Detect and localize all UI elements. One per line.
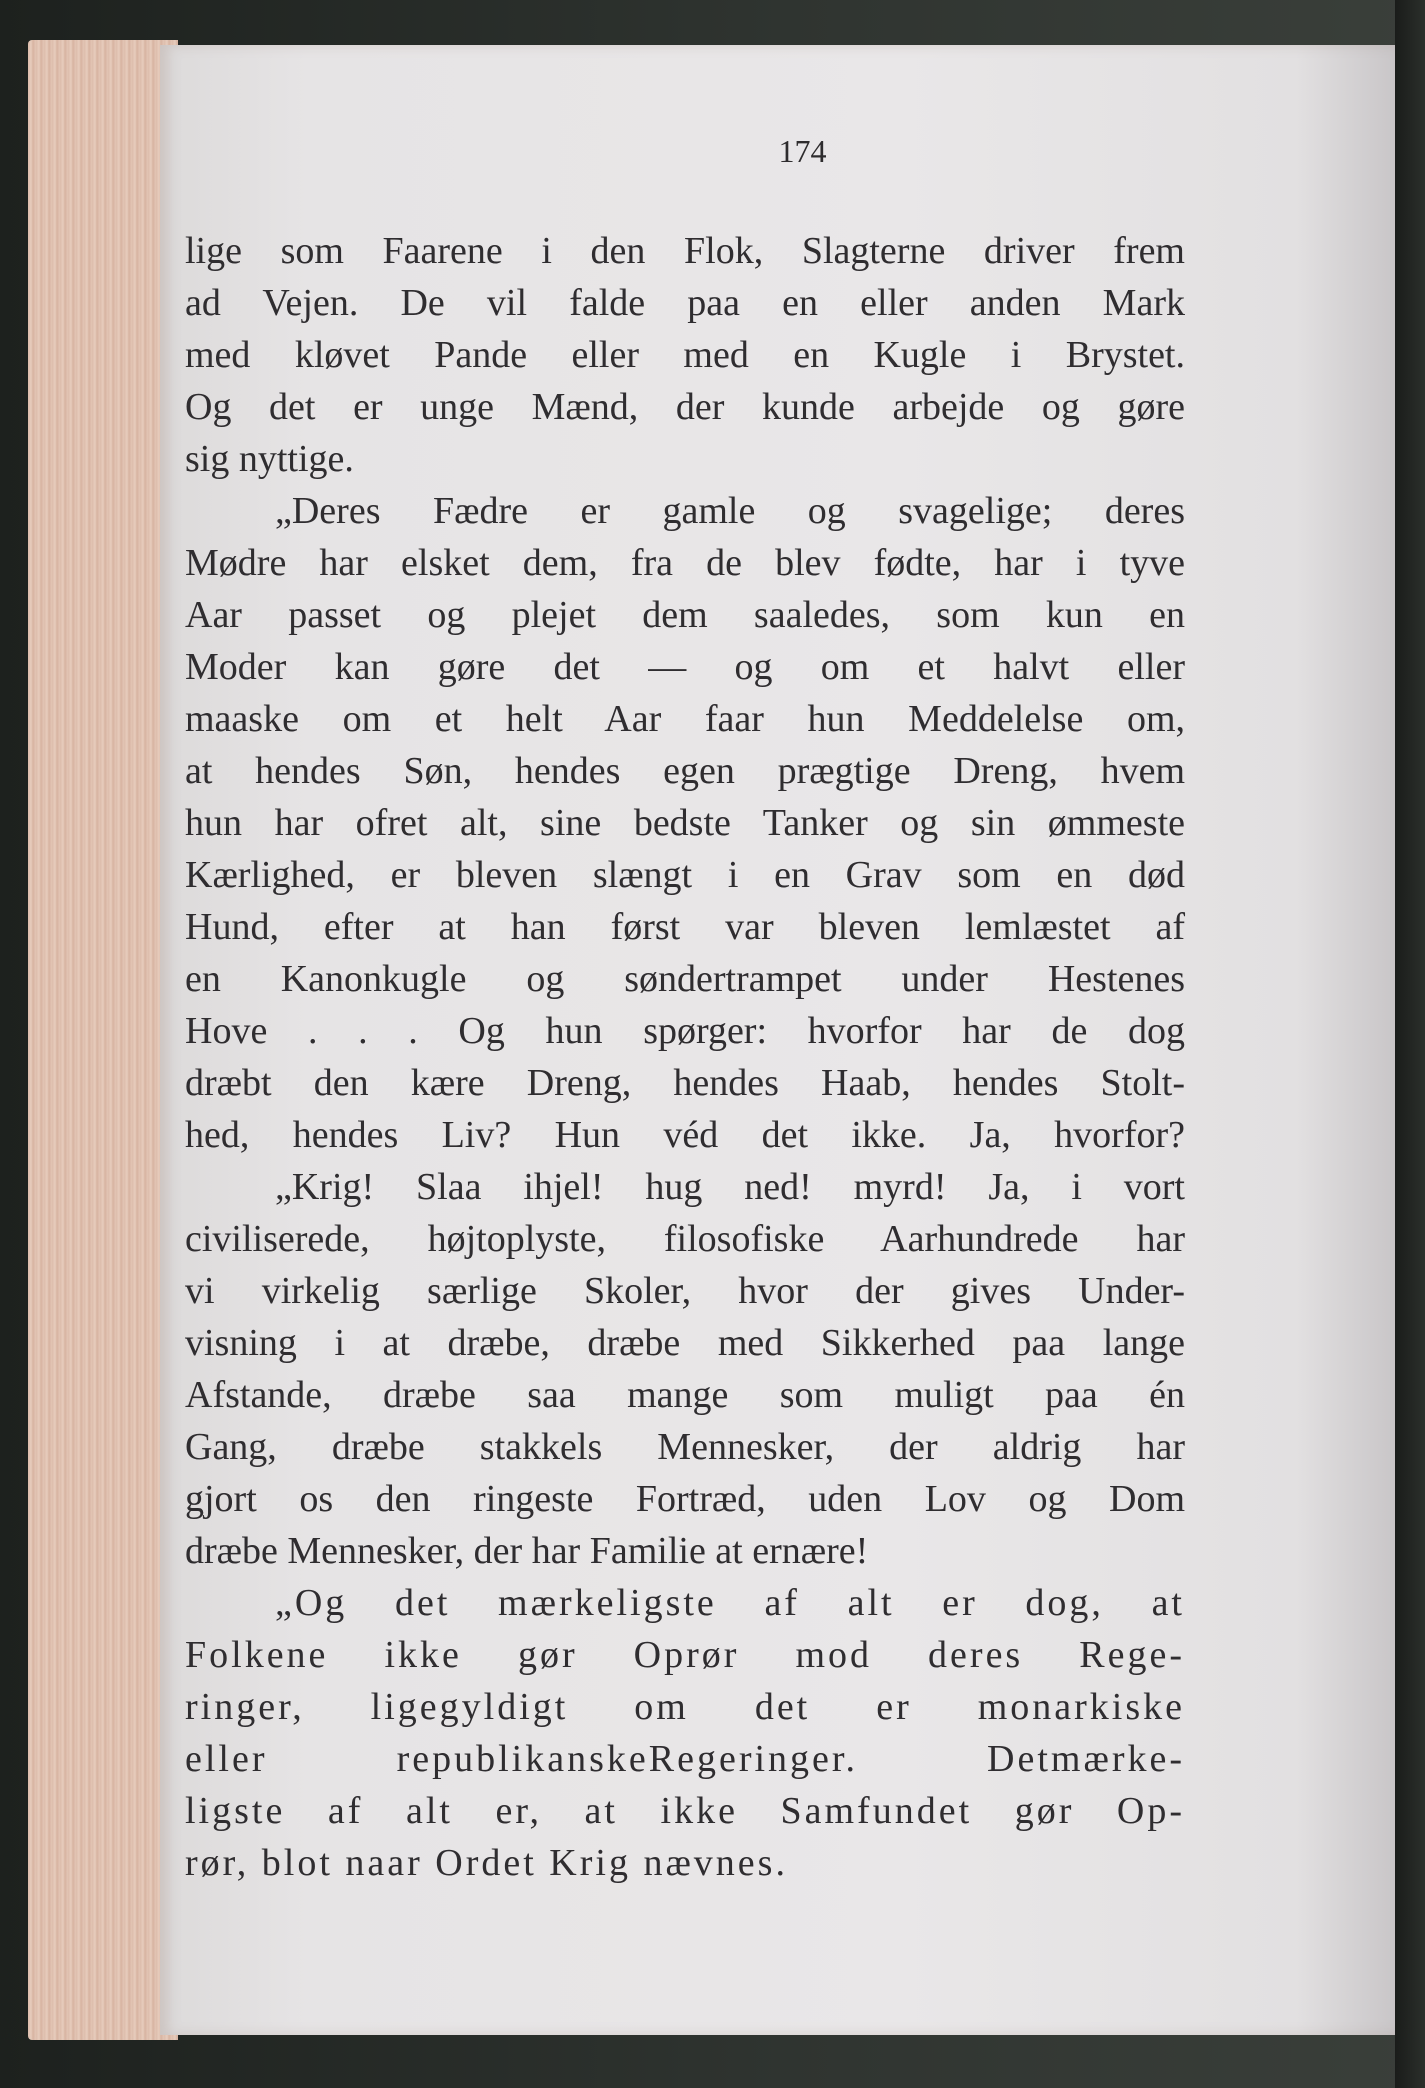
page-stack-edge (28, 40, 178, 2040)
text-line-content: hed, hendes Liv? Hun véd det ikke. Ja, hvorfor? (185, 1114, 1185, 1156)
text-line (185, 1837, 1185, 1889)
text-line-content: dræbt den kære Dreng, hendes Haab, hendes Stolt- (185, 1062, 1185, 1104)
text-line (185, 1369, 1185, 1421)
text-line-content: maaske om et helt Aar faar hun Meddelelse om, (185, 698, 1185, 740)
text-line (185, 797, 1185, 849)
text-line-content: ad Vejen. De vil falde paa en eller anden Mark (185, 282, 1185, 324)
text-line-content: ringer, ligegyldigt om det er monarkiske (185, 1686, 1185, 1728)
text-line (185, 1629, 1185, 1681)
text-line (185, 537, 1185, 589)
text-line-content: „Og det mærkeligste af alt er dog, at (275, 1582, 1185, 1624)
text-line-content: sig nyttige. (185, 438, 354, 480)
text-line (185, 433, 1185, 485)
text-line (185, 329, 1185, 381)
book-cover-edge (1395, 0, 1425, 2088)
text-line-content: hun har ofret alt, sine bedste Tanker og sin ømmeste (185, 802, 1185, 844)
text-line (185, 225, 1185, 277)
text-line-content: vi virkelig særlige Skoler, hvor der gives Under- (185, 1270, 1185, 1312)
page-number: 174 (778, 133, 827, 169)
text-line (185, 589, 1185, 641)
text-line (185, 277, 1185, 329)
text-line-content: Moder kan gøre det — og om et halvt eller (185, 646, 1185, 688)
text-line (185, 1161, 1185, 1213)
text-line-content: Aar passet og plejet dem saaledes, som kun en (185, 594, 1185, 636)
text-line-content: gjort os den ringeste Fortræd, uden Lov og Dom (185, 1478, 1185, 1520)
text-line (185, 901, 1185, 953)
text-line (185, 1473, 1185, 1525)
text-line (185, 1213, 1185, 1265)
text-line-content: eller republikanskeRegeringer. Detmærke- (185, 1738, 1185, 1780)
text-line-content: ligste af alt er, at ikke Samfundet gør Op- (185, 1790, 1185, 1832)
text-line-content: med kløvet Pande eller med en Kugle i Brystet. (185, 334, 1185, 376)
text-line (185, 1109, 1185, 1161)
text-line (185, 1733, 1185, 1785)
text-line-content: en Kanonkugle og søndertrampet under Hestenes (185, 958, 1185, 1000)
text-line (185, 1317, 1185, 1369)
text-line (185, 1421, 1185, 1473)
text-line-content: civiliserede, højtoplyste, filosofiske Aarhundrede har (185, 1218, 1185, 1260)
text-line (185, 1265, 1185, 1317)
text-line (185, 1577, 1185, 1629)
text-line-content: Hove . . . Og hun spørger: hvorfor har de dog (185, 1010, 1185, 1052)
text-line (185, 745, 1185, 797)
text-line-content: Hund, efter at han først var bleven lemlæstet af (185, 906, 1185, 948)
text-line-content: lige som Faarene i den Flok, Slagterne driver frem (185, 230, 1185, 272)
text-line (185, 1785, 1185, 1837)
text-line-content: dræbe Mennesker, der har Familie at ernære! (185, 1530, 869, 1572)
text-line (185, 1057, 1185, 1109)
text-line (185, 849, 1185, 901)
text-line-content: Kærlighed, er bleven slængt i en Grav som en død (185, 854, 1185, 896)
text-line-content: Mødre har elsket dem, fra de blev fødte, har i tyve (185, 542, 1185, 584)
text-line-content: visning i at dræbe, dræbe med Sikkerhed paa lange (185, 1322, 1185, 1364)
text-line (185, 1525, 1185, 1577)
text-line-content: rør, blot naar Ordet Krig nævnes. (185, 1842, 788, 1884)
text-line (185, 1681, 1185, 1733)
text-line-content: „Deres Fædre er gamle og svagelige; deres (275, 490, 1185, 532)
text-line-content: at hendes Søn, hendes egen prægtige Dreng, hvem (185, 750, 1185, 792)
text-line (185, 485, 1185, 537)
text-line (185, 381, 1185, 433)
text-line-content: „Krig! Slaa ihjel! hug ned! myrd! Ja, i vort (275, 1166, 1185, 1208)
text-line (185, 1005, 1185, 1057)
text-line-content: Og det er unge Mænd, der kunde arbejde og gøre (185, 386, 1185, 428)
text-line-content: Afstande, dræbe saa mange som muligt paa én (185, 1374, 1185, 1416)
text-line (185, 641, 1185, 693)
text-line (185, 693, 1185, 745)
text-line-content: Folkene ikke gør Oprør mod deres Rege- (185, 1634, 1185, 1676)
text-line (185, 953, 1185, 1005)
text-line-content: Gang, dræbe stakkels Mennesker, der aldrig har (185, 1426, 1185, 1468)
